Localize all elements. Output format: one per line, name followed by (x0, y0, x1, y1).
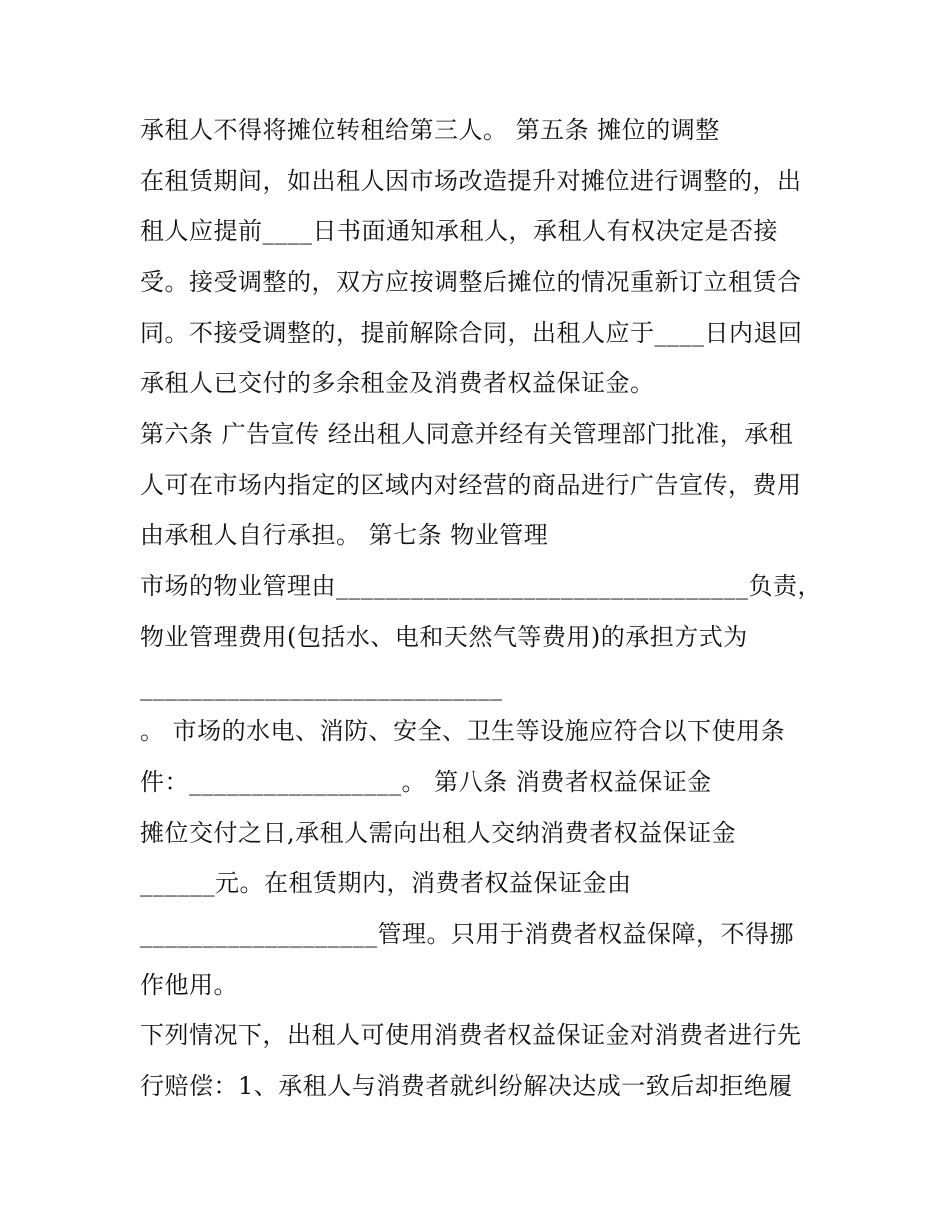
text-line: 市场的物业管理由_________________________________负责， (140, 572, 822, 600)
text-line: 在租赁期间，如出租人因市场改造提升对摊位进行调整的，出 (140, 167, 802, 195)
text-line: 第六条 广告宣传 经出租人同意并经有关管理部门批准，承租 (140, 420, 794, 448)
text-line: 承租人已交付的多余租金及消费者权益保证金。 (140, 369, 655, 397)
text-line: 行赔偿：1、承租人与消费者就纠纷解决达成一致后却拒绝履 (140, 1072, 793, 1100)
text-line: 件：_________________。 第八条 消费者权益保证金 (140, 768, 712, 796)
text-line: 同。不接受调整的，提前解除合同，出租人应于____日内退回 (140, 319, 803, 347)
text-line: 受。接受调整的，双方应按调整后摊位的情况重新订立租赁合 (140, 268, 802, 296)
text-line: 人可在市场内指定的区域内对经营的商品进行广告宣传，费用 (140, 471, 802, 499)
text-line: 由承租人自行承担。 第七条 物业管理 (140, 521, 549, 549)
text-line: ___________________管理。只用于消费者权益保障，不得挪 (140, 920, 794, 948)
text-line: 摊位交付之日,承租人需向出租人交纳消费者权益保证金 (140, 819, 737, 847)
text-line: 作他用。 (140, 971, 238, 999)
text-line: 物业管理费用(包括水、电和天然气等费用)的承担方式为 (140, 623, 748, 651)
text-line: 。 市场的水电、消防、安全、卫生等设施应符合以下使用条 (140, 717, 786, 745)
text-line: 下列情况下，出租人可使用消费者权益保证金对消费者进行先 (140, 1021, 802, 1049)
text-line: _____________________________ (140, 673, 503, 701)
text-line: 承租人不得将摊位转租给第三人。 第五条 摊位的调整 (140, 116, 720, 144)
text-line: 租人应提前____日书面通知承租人，承租人有权决定是否接 (140, 217, 778, 245)
text-line: ______元。在租赁期内，消费者权益保证金由 (140, 869, 632, 897)
